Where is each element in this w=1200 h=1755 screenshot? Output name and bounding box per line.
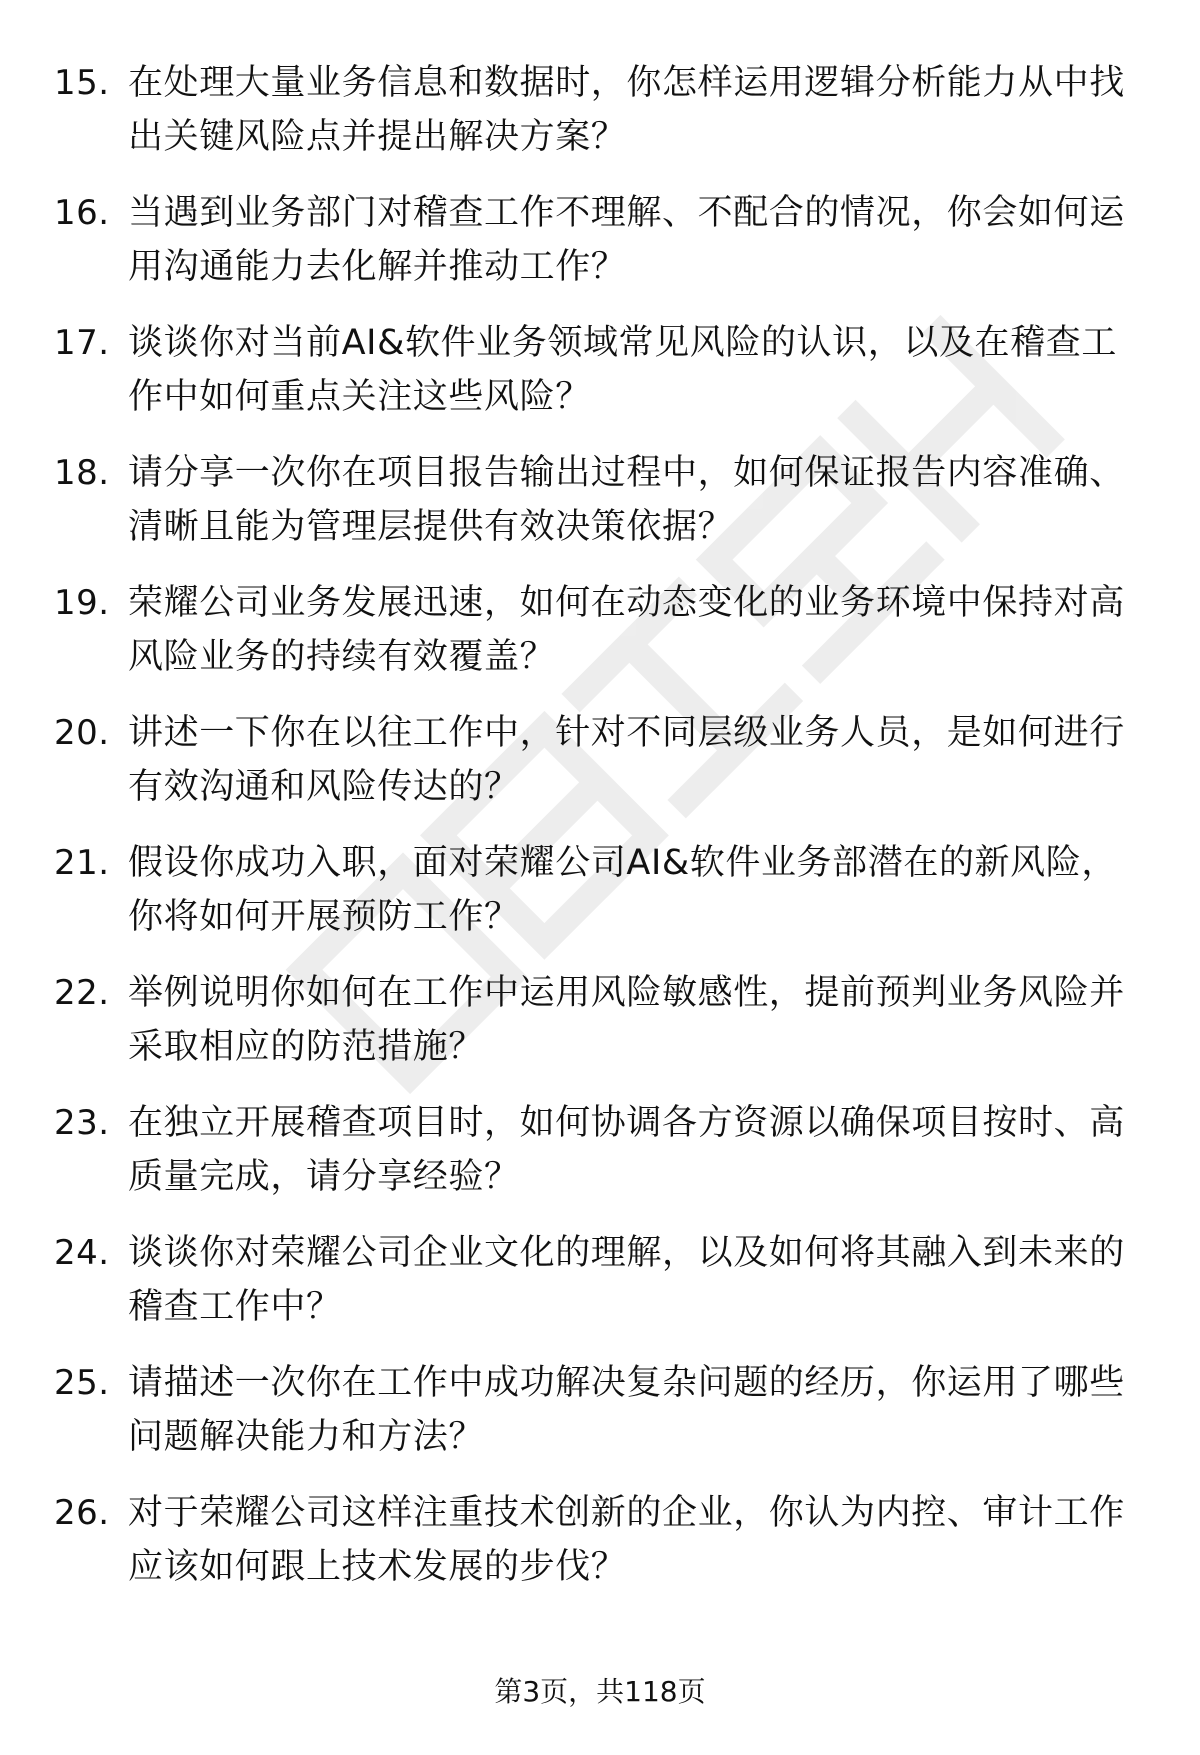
question-item bbox=[54, 1486, 1144, 1616]
question-number: 16. bbox=[54, 193, 110, 233]
question-text bbox=[128, 56, 1188, 164]
question-line: 清晰且能为管理层提供有效决策依据？ bbox=[128, 507, 734, 547]
question-line: 在独立开展稽查项目时，如何协调各方资源以确保项目按时、高 bbox=[128, 1103, 1125, 1143]
question-text bbox=[128, 1486, 1188, 1594]
question-line: 请分享一次你在项目报告输出过程中，如何保证报告内容准确、 bbox=[128, 453, 1125, 493]
question-text bbox=[128, 186, 1188, 294]
question-text bbox=[128, 1356, 1188, 1464]
question-text bbox=[128, 1226, 1188, 1334]
question-text bbox=[128, 836, 1188, 944]
question-line: 有效沟通和风险传达的？ bbox=[128, 767, 520, 807]
question-item bbox=[54, 836, 1144, 966]
question-text bbox=[128, 706, 1188, 814]
question-number: 17. bbox=[54, 323, 110, 363]
question-line: 请描述一次你在工作中成功解决复杂问题的经历，你运用了哪些 bbox=[128, 1363, 1125, 1403]
question-line: 讲述一下你在以往工作中，针对不同层级业务人员，是如何进行 bbox=[128, 713, 1125, 753]
question-line: 风险业务的持续有效覆盖？ bbox=[128, 637, 556, 677]
question-line: 对于荣耀公司这样注重技术创新的企业，你认为内控、审计工作 bbox=[128, 1493, 1125, 1533]
question-line: 稽查工作中？ bbox=[128, 1287, 342, 1327]
question-line: 当遇到业务部门对稽查工作不理解、不配合的情况，你会如何运 bbox=[128, 193, 1125, 233]
question-list bbox=[54, 56, 1144, 1616]
question-item bbox=[54, 446, 1144, 576]
question-number: 24. bbox=[54, 1233, 110, 1273]
question-number: 21. bbox=[54, 843, 110, 883]
question-item bbox=[54, 316, 1144, 446]
question-number: 20. bbox=[54, 713, 110, 753]
question-text bbox=[128, 576, 1188, 684]
question-line: 问题解决能力和方法？ bbox=[128, 1417, 485, 1457]
question-number: 26. bbox=[54, 1493, 110, 1533]
question-number: 23. bbox=[54, 1103, 110, 1143]
question-text bbox=[128, 1096, 1188, 1204]
question-text bbox=[128, 446, 1188, 554]
question-item bbox=[54, 966, 1144, 1096]
question-number: 25. bbox=[54, 1363, 110, 1403]
question-line: 应该如何跟上技术发展的步伐？ bbox=[128, 1547, 627, 1587]
question-text bbox=[128, 966, 1188, 1074]
question-text bbox=[128, 316, 1188, 424]
question-line: 谈谈你对当前AI&软件业务领域常见风险的认识，以及在稽查工 bbox=[128, 323, 1117, 363]
question-item bbox=[54, 1096, 1144, 1226]
question-item bbox=[54, 186, 1144, 316]
question-number: 19. bbox=[54, 583, 110, 623]
question-item bbox=[54, 576, 1144, 706]
question-number: 18. bbox=[54, 453, 110, 493]
question-line: 作中如何重点关注这些风险？ bbox=[128, 377, 591, 417]
question-item bbox=[54, 1356, 1144, 1486]
question-line: 荣耀公司业务发展迅速，如何在动态变化的业务环境中保持对高 bbox=[128, 583, 1125, 623]
question-line: 谈谈你对荣耀公司企业文化的理解，以及如何将其融入到未来的 bbox=[128, 1233, 1125, 1273]
question-line: 采取相应的防范措施？ bbox=[128, 1027, 485, 1067]
question-item bbox=[54, 56, 1144, 186]
question-line: 质量完成，请分享经验？ bbox=[128, 1157, 520, 1197]
question-line: 举例说明你如何在工作中运用风险敏感性，提前预判业务风险并 bbox=[128, 973, 1125, 1013]
question-item bbox=[54, 706, 1144, 836]
page-footer: 第3页，共118页 bbox=[494, 1675, 706, 1708]
question-number: 22. bbox=[54, 973, 110, 1013]
question-line: 出关键风险点并提出解决方案？ bbox=[128, 117, 627, 157]
question-line: 用沟通能力去化解并推动工作？ bbox=[128, 247, 627, 287]
question-line: 在处理大量业务信息和数据时，你怎样运用逻辑分析能力从中找 bbox=[128, 63, 1125, 103]
question-item bbox=[54, 1226, 1144, 1356]
question-line: 你将如何开展预防工作？ bbox=[128, 897, 520, 937]
question-line: 假设你成功入职，面对荣耀公司AI&软件业务部潜在的新风险， bbox=[128, 843, 1117, 883]
question-number: 15. bbox=[54, 63, 110, 103]
